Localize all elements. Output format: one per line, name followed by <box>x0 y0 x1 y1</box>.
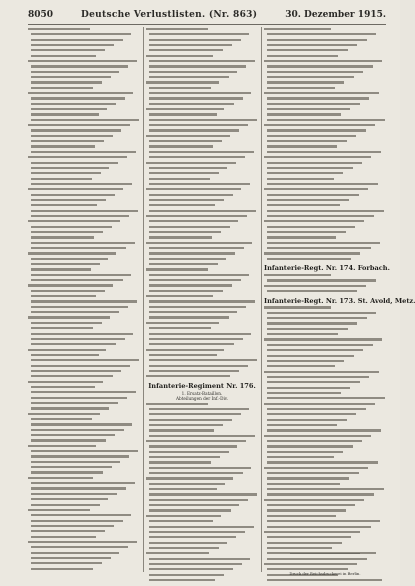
page-number: 8050 <box>28 10 54 20</box>
casualty-entry <box>28 390 140 395</box>
section-heading-regt-174: Infanterie-Regt. Nr. 174. Forbach. <box>264 264 390 273</box>
casualty-entry <box>28 481 140 486</box>
section-note: Abteilungen der Inf.-Div. <box>175 396 228 402</box>
casualty-entry <box>28 64 140 69</box>
section-subheading: 1. Ersatz-Bataillon. <box>181 390 223 396</box>
casualty-entry <box>28 545 140 550</box>
casualty-entry <box>264 487 386 492</box>
casualty-entry <box>146 358 258 363</box>
column-divider <box>261 27 262 572</box>
casualty-entry <box>264 64 386 69</box>
casualty-entry <box>264 428 386 433</box>
casualty-entry <box>146 64 258 69</box>
header-rule <box>28 24 386 25</box>
casualty-entry <box>264 578 386 583</box>
casualty-entry <box>28 422 140 427</box>
casualty-entry <box>28 32 140 37</box>
casualty-entry <box>146 32 258 37</box>
casualty-entry <box>264 32 386 37</box>
casualty-entry <box>264 396 386 401</box>
section-heading-regt-173: Infanterie-Regt. Nr. 173. St. Avold, Metz. <box>264 296 415 305</box>
column-middle <box>146 27 258 572</box>
column-right <box>264 27 415 572</box>
publication-title: Deutsche Verlustlisten. (Nr. 863) <box>81 10 258 20</box>
casualty-entry <box>28 155 140 160</box>
page-header <box>28 8 386 22</box>
section-heading-infanterie-176: Infanterie-Regiment Nr. 176. <box>148 381 256 390</box>
casualty-entry <box>146 471 258 476</box>
casualty-entry <box>28 513 140 518</box>
casualty-entry <box>146 578 258 583</box>
casualty-entry <box>28 358 140 363</box>
casualty-entry <box>264 519 386 524</box>
casualty-entry <box>28 449 140 454</box>
casualty-entry <box>146 374 258 379</box>
casualty-entry <box>28 123 140 128</box>
casualty-entry <box>146 155 258 160</box>
casualty-entry <box>28 567 140 572</box>
printer-imprint <box>264 571 386 576</box>
issue-date: 30. Dezember 1915. <box>285 10 386 20</box>
printer-rule <box>290 553 360 554</box>
casualty-entry <box>146 123 258 128</box>
casualty-entry <box>264 123 386 128</box>
casualty-entry <box>264 257 386 262</box>
casualty-entry <box>264 289 386 294</box>
casualty-entry <box>264 155 386 160</box>
column-left <box>28 27 140 572</box>
printer-line: Druck der Reichsdruckerei in Berlin. <box>289 571 361 576</box>
column-divider <box>143 27 144 572</box>
